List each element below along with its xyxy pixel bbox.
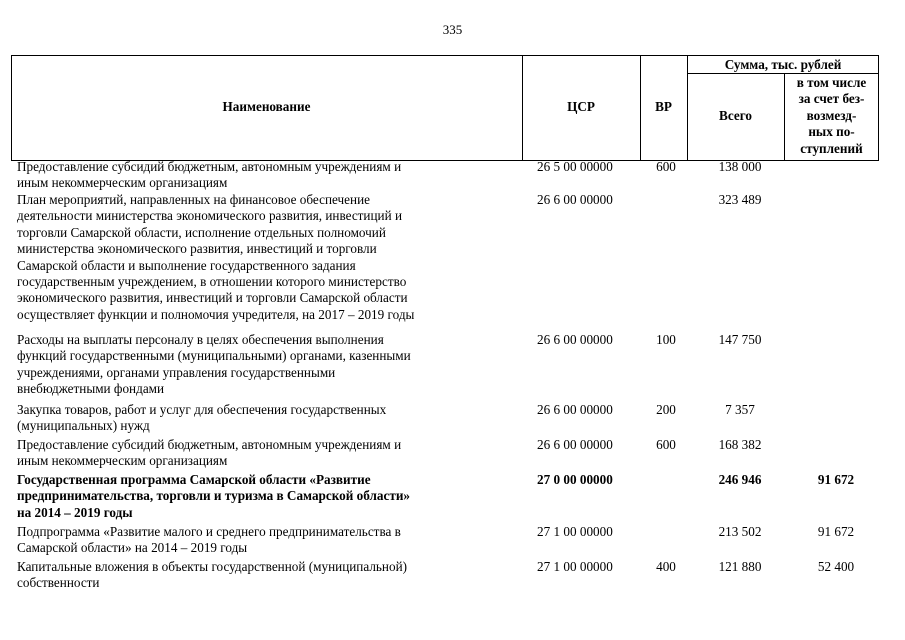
row-vr: 600 [656,437,676,452]
header-csr: ЦСР [567,99,595,114]
row-csr: 27 0 00 00000 [537,472,613,487]
row-extra: 91 672 [817,472,855,487]
row-name: Подпрограмма «Развитие малого и среднего предпринимательства в Самарской области» на 2014 – 2019 годы [17,524,401,556]
table-row [0,159,905,192]
row-total: 323 489 [718,192,762,207]
row-name: Предоставление субсидий бюджетным, автономным учреждениям и иным некоммерческим организациям [17,159,402,191]
row-name: Капитальные вложения в объекты государственной (муниципальной) собственности [17,559,408,591]
row-extra: 91 672 [817,524,855,539]
table-row-program [0,472,905,524]
row-extra: 52 400 [817,559,855,574]
row-name: Закупка товаров, работ и услуг для обеспечения государственных (муниципальных) нужд [17,402,387,434]
row-csr: 26 6 00 00000 [537,437,613,452]
row-csr: 27 1 00 00000 [537,559,613,574]
row-csr: 26 6 00 00000 [537,332,613,347]
row-csr: 26 6 00 00000 [537,402,613,417]
header-sum-group: Сумма, тыс. рублей [724,57,842,72]
row-total: 246 946 [718,472,762,487]
row-csr: 26 5 00 00000 [537,159,613,174]
row-csr: 27 1 00 00000 [537,524,613,539]
row-vr: 200 [656,402,676,417]
row-csr: 26 6 00 00000 [537,192,613,207]
row-total: 121 880 [718,559,762,574]
row-total: 138 000 [718,159,762,174]
row-vr: 600 [656,159,676,174]
row-vr: 100 [656,332,676,347]
row-name: План мероприятий, направленных на финансовое обеспечение деятельности министерства экономического развития, инвестиций и торговли Самарской области, исполнение отдельных полномочий министерства экономического развития, инвестиций и торговли Самарской области и выполнение государственного задания государственным учреждением, в отношении которого министерство экономического развития, инвестиций и торговли Самарской области осуществляет функции и полномочия учредителя, на 2017 – 2019 годы [17,192,415,322]
table-row [0,192,905,332]
row-total: 213 502 [718,524,762,539]
row-total: 147 750 [718,332,762,347]
table-header [11,55,879,161]
row-vr: 400 [656,559,676,574]
row-name: Предоставление субсидий бюджетным, автономным учреждениям и иным некоммерческим организациям [17,437,402,469]
table-body [0,159,905,594]
row-total: 7 357 [725,402,755,417]
header-vr: ВР [655,99,672,114]
header-extra: в том числе за счет без- возмезд- ных по- ступлений [796,75,867,156]
table-row [0,437,905,472]
table-row [0,332,905,402]
row-name: Расходы на выплаты персоналу в целях обеспечения выполнения функций государственными (муниципальными) органами, казенными учреждениями, органами управления государственными внебюджетными фондами [17,332,411,397]
row-total: 168 382 [718,437,762,452]
table-row [0,402,905,437]
page-number: 335 [442,22,463,37]
header-name: Наименование [222,99,311,114]
row-name: Государственная программа Самарской области «Развитие предпринимательства, торговли и туризма в Самарской области» на 2014 – 2019 годы [17,472,411,520]
header-total: Всего [719,108,752,123]
table-row [0,559,905,594]
table-row [0,524,905,559]
